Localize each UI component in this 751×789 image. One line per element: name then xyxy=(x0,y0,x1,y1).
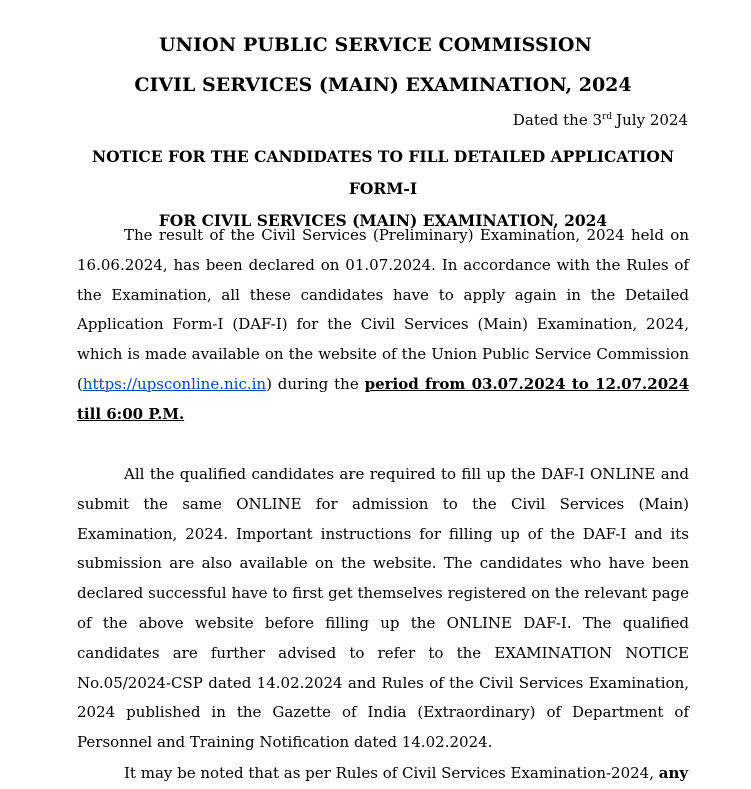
instructions-paragraph xyxy=(77,460,689,758)
result-text: The result of the Civil Services (Preliminary) Examination, 2024 held on 16.06.2024, has been declared on 01.07.2024. In accordance with the Rules of the Examination, all these candidates have to apply again in the Detailed Application Form-I (DAF-I) for the Civil Services (Main) Examination, 2024, which is made available on the website of the Union Public Service Commission ( xyxy=(77,226,689,393)
instructions-text: All the qualified candidates are required to fill up the DAF-I ONLINE and submit the same ONLINE for admission to the Civil Services (Main) Examination, 2024. Important instructions for filling up of the DAF-I and its submission are also available on the website. The candidates who have been declared successful have to first get themselves registered on the relevant page of the above website before filling up the ONLINE DAF-I. The qualified candidates are further advised to refer to the EXAMINATION NOTICE No.05/2024-CSP dated 14.02.2024 and Rules of the Civil Services Examination, 2024 published in the Gazette of India (Extraordinary) of Department of Personnel and Training Notification dated 14.02.2024. xyxy=(77,465,689,752)
exam-title: CIVIL SERVICES (MAIN) EXAMINATION, 2024 xyxy=(134,74,632,96)
date-suffix: July 2024 xyxy=(616,111,688,129)
notice-date xyxy=(513,111,688,129)
result-text-cont: ) during the xyxy=(266,374,365,393)
application-period: period from 03.07.2024 to 12.07.2024 till 6:00 P.M. xyxy=(77,374,690,423)
org-title: UNION PUBLIC SERVICE COMMISSION xyxy=(159,34,592,56)
rules-paragraph xyxy=(77,759,689,789)
result-paragraph xyxy=(77,221,689,430)
upsc-website-link[interactable]: https://upsconline.nic.in xyxy=(82,374,267,393)
notice-heading-line1: NOTICE FOR THE CANDIDATES TO FILL DETAILED APPLICATION FORM-I xyxy=(91,147,675,198)
rules-bold-tail: any xyxy=(658,764,689,782)
notice-heading-line2: FOR CIVIL SERVICES (MAIN) EXAMINATION, 2024 xyxy=(158,211,608,230)
date-prefix: Dated the 3 xyxy=(512,111,603,129)
rules-text: It may be noted that as per Rules of Civil Services Examination-2024, xyxy=(124,764,659,782)
date-ordinal: rd xyxy=(602,112,613,122)
